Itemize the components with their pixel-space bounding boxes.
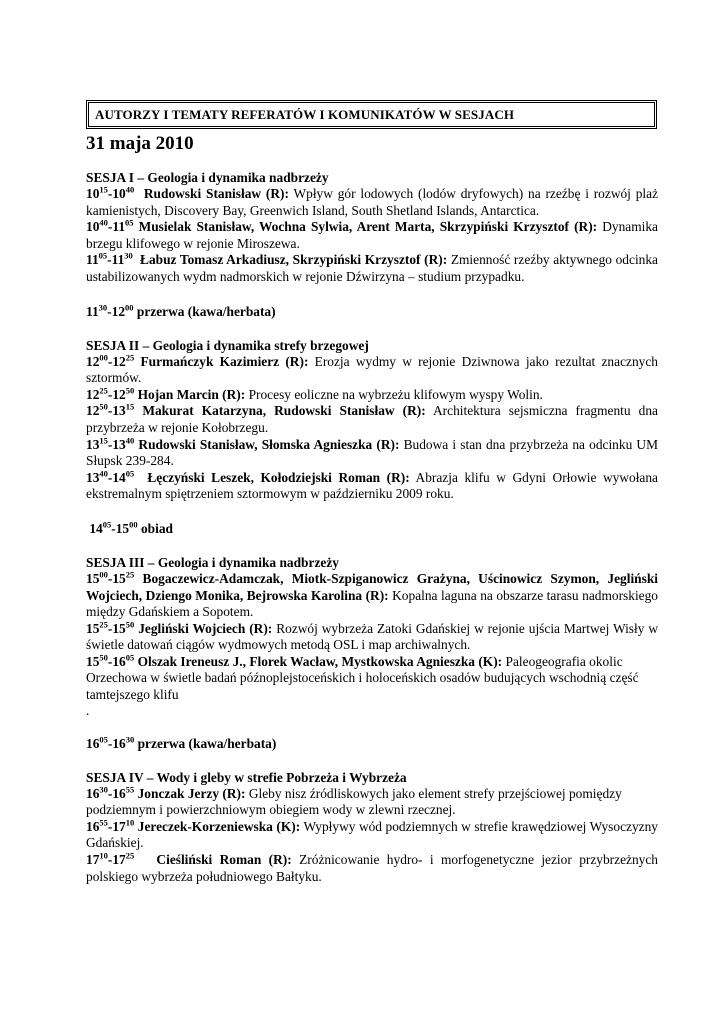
break-entry: $11^{30}-12^{00}$ przerwa (kawa/herbata) (86, 302, 276, 319)
talk-title: Budowa i stan dna przybrzeża na odcinku UM Słupsk 239-284. (86, 436, 658, 469)
session-1-title: SESJA I – Geologia i dynamika nadbrzeży (86, 170, 329, 185)
time-range: $11^{05}-11^{30}$ (86, 250, 133, 268)
talk-authors: Łabuz Tomasz Arkadiusz, Skrzypiński Krzysztof (R): (140, 252, 448, 268)
talk-entry (86, 621, 658, 654)
talk-authors: Jegliński Wojciech (R): (138, 620, 273, 636)
talk-entry (86, 186, 658, 219)
talk-entry (86, 819, 658, 852)
break-label: przerwa (kawa/herbata) (136, 303, 276, 319)
time-range: $16^{55}-17^{10}$ (86, 817, 135, 834)
talk-entry (86, 654, 658, 704)
talk-authors: Bogaczewicz-Adamczak, Miotk-Szpiganowicz Grażyna, Uścinowicz Szymon, Jegliński Wojciech, Dziengo Monika, Bejrowska Karolina (R): (86, 570, 658, 603)
session-3-title: SESJA III – Geologia i dynamika nadbrzeży (86, 554, 339, 570)
talk-title: Dynamika brzegu klifowego w rejonie Miroszewa. (86, 219, 658, 251)
time-range: $13^{40}-14^{05}$ (86, 468, 135, 485)
time-range: $12^{25}-12^{50}$ (86, 385, 135, 402)
talk-entry (86, 219, 658, 252)
talk-authors: Olszak Ireneusz J., Florek Wacław, Mystkowska Agnieszka (K): (137, 653, 503, 669)
time-range: $16^{30}-16^{55}$ (86, 784, 135, 801)
document-page (86, 100, 658, 885)
time-range: $17^{10}-17^{25}$ (86, 850, 135, 868)
talk-authors: Makurat Katarzyna, Rudowski Stanisław (R): (142, 403, 426, 419)
break-entry: $14^{05}-15^{00}$ obiad (89, 519, 173, 536)
date-heading: 31 maja 2010 (86, 133, 194, 154)
talk-entry (86, 354, 658, 387)
talk-title: Procesy eoliczne na wybrzeżu klifowym wyspy Wolin. (248, 386, 543, 402)
break-label: przerwa (kawa/herbata) (137, 735, 277, 751)
talk-authors: Furmańczyk Kazimierz (R): (140, 353, 309, 369)
section-header: AUTORZY I TEMATY REFERATÓW I KOMUNIKATÓW W SESJACH (86, 100, 657, 129)
time-range: $13^{15}-13^{40}$ (86, 435, 135, 452)
break-entry: $16^{05}-16^{30}$ przerwa (kawa/herbata) (86, 734, 277, 751)
talk-authors: Hojan Marcin (R): (137, 386, 246, 402)
break-label: obiad (140, 520, 173, 536)
talk-entry (86, 786, 658, 819)
time-range: $12^{00}-12^{25}$ (86, 352, 135, 369)
time-range: $10^{15}-10^{40}$ (86, 184, 135, 201)
talk-authors: Musielak Stanisław, Wochna Sylwia, Arent Marta, Skrzypiński Krzysztof (R): (138, 219, 598, 235)
talk-title: Gleby nisz źródliskowych jako element strefy przejściowej pomiędzy podziemnym i powierzchniowym obiegiem wody w zlewni rzecznej. (86, 785, 622, 818)
talk-authors: Rudowski Stanisław, Słomska Agnieszka (R): (138, 436, 400, 452)
stray-dot: . (86, 702, 90, 718)
time-range: $15^{00}-15^{25}$ (86, 569, 135, 586)
talk-title: Wpływ gór lodowych (lodów dryfowych) na rzeźbę i rozwój plaż kamienistych, Discovery Bay, Greenwich Island, South Shetland Islands, Antarctica. (86, 186, 659, 218)
talk-entry (86, 252, 658, 285)
talk-entry (86, 470, 658, 503)
talk-title: Kopalna laguna na obszarze tarasu nadmorskiego między Gdańskiem a Sopotem. (86, 587, 658, 620)
talk-title: Abrazja klifu w Gdyni Orłowie wywołana ekstremalnym spiętrzeniem sztormowym w październiku 2009 roku. (86, 469, 658, 502)
talk-authors: Łęczyński Leszek, Kołodziejski Roman (R): (147, 469, 410, 485)
talk-authors: Cieśliński Roman (R): (156, 852, 292, 868)
talk-entry (86, 852, 658, 885)
talk-entry (86, 437, 658, 470)
time-range: $15^{25}-15^{50}$ (86, 619, 135, 636)
talk-entry (86, 403, 658, 436)
talk-title: Rozwój wybrzeża Zatoki Gdańskiej w rejonie ujścia Martwej Wisły w świetle datowań ciągów wydmowych metodą OSL i map archiwalnych. (86, 620, 659, 653)
time-range: $15^{50}-16^{05}$ (86, 652, 135, 669)
talk-entry (86, 571, 658, 621)
talk-title: Architektura sejsmiczna fragmentu dna przybrzeża w rejonie Kołobrzegu. (86, 403, 658, 435)
talk-entry (86, 387, 658, 404)
talk-authors: Jereczek-Korzeniewska (K): (137, 818, 301, 834)
talk-title: Paleogeografia okolic Orzechowa w świetle badań późnoplejstoceńskich i holoceńskich osadów budujących wschodnią część tamtejszego klifu (86, 653, 639, 703)
talk-title: Zmienność rzeźby aktywnego odcinka ustabilizowanych wydm nadmorskich w rejonie Dźwirzyna – studium przypadku. (86, 252, 658, 284)
session-4-title: SESJA IV – Wody i gleby w strefie Pobrzeża i Wybrzeża (86, 769, 407, 785)
talk-title: Erozja wydmy w rejonie Dziwnowa jako rezultat znacznych sztormów. (86, 353, 658, 386)
talk-authors: Jonczak Jerzy (R): (137, 785, 246, 801)
talk-authors: Rudowski Stanisław (R): (143, 186, 289, 201)
talk-title: Wypływy wód podziemnych w strefie krawędziowej Wysoczyzny Gdańskiej. (86, 818, 658, 851)
time-range: $12^{50}-13^{15}$ (86, 401, 135, 419)
talk-title: Zróżnicowanie hydro- i morfogenetyczne jezior przybrzeżnych polskiego wybrzeża południowego Bałtyku. (86, 852, 658, 884)
session-2-title: SESJA II – Geologia i dynamika strefy brzegowej (86, 337, 369, 353)
time-range: $10^{40}-11^{05}$ (86, 217, 134, 235)
